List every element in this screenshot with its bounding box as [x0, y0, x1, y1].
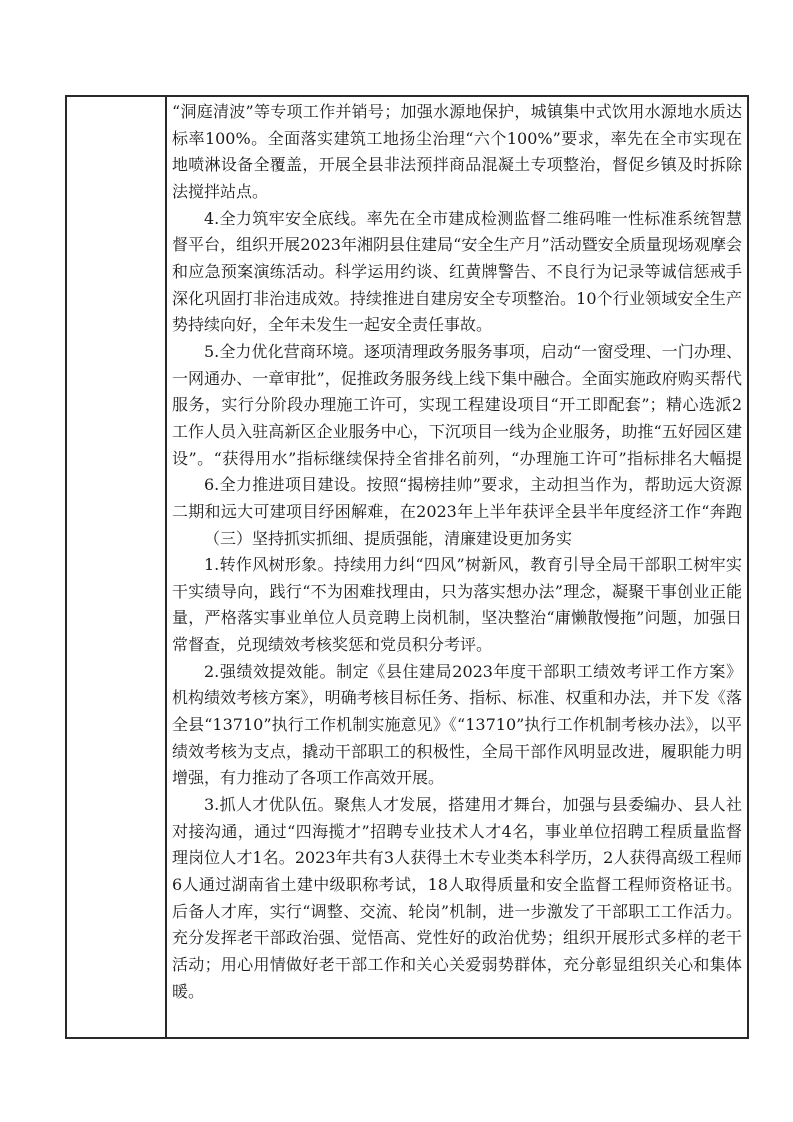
paragraph-project-construction	[172, 472, 742, 525]
section-heading	[172, 526, 742, 553]
table-label-cell	[67, 97, 164, 1036]
text-line: 常督查，兑现绩效考核奖惩和党员积分考评。	[172, 635, 493, 655]
paragraph-business-environment	[172, 339, 742, 472]
text-line: 二期和远大可建项目纾困解难，在2023年上半年获评全县半年度经济工作“奔跑	[172, 501, 742, 521]
paragraph-talent	[172, 792, 742, 1005]
paragraph-work-style	[172, 552, 742, 659]
paragraph-performance	[172, 659, 742, 792]
text-line: 工作人员入驻高新区企业服务中心，下沉项目一线为企业服务，助推“五好园区建	[172, 421, 742, 441]
table-column-divider	[165, 95, 167, 1038]
text-line: 4.全力筑牢安全底线。率先在全市建成检测监督二维码唯一性标准系统智慧	[204, 208, 742, 228]
paragraph-water-source	[172, 99, 742, 206]
text-line: 一网通办、一章审批”，促推政务服务线上线下集中融合。全面实施政府购买帮代	[172, 368, 742, 388]
text-line: 势持续向好，全年未发生一起安全责任事故。	[172, 315, 493, 335]
table-bottom-border	[65, 1037, 749, 1039]
text-line: 地喷淋设备全覆盖，开展全县非法预拌商品混凝土专项整治，督促乡镇及时拆除	[172, 155, 742, 175]
text-line: 1.转作风树形象。持续用力纠“四风”树新风，教育引导全局干部职工树牢实	[204, 555, 742, 575]
text-line: 服务，实行分阶段办理施工许可，实现工程建设项目“开工即配套”；精心选派2	[172, 395, 742, 415]
text-line: 对接沟通，通过“四海揽才”招聘专业技术人才4名，事业单位招聘工程质量监督	[172, 821, 742, 841]
text-line: 法搅拌站点。	[172, 181, 269, 201]
text-line: 后备人才库，实行“调整、交流、轮岗”机制，进一步激发了干部职工工作活力。	[172, 901, 742, 921]
text-line: 量，严格落实事业单位人员竞聘上岗机制，坚决整治“庸懒散慢拖”问题，加强日	[172, 608, 742, 628]
text-line: 理岗位人才1名。2023年共有3人获得土木专业类本科学历，2人获得高级工程师	[172, 848, 742, 868]
text-line: 5.全力优化营商环境。逐项清理政务服务事项，启动“一窗受理、一门办理、	[204, 341, 742, 361]
text-line: 干实绩导向，践行“不为困难找理由，只为落实想办法”理念，凝聚干事创业正能	[172, 581, 742, 601]
text-line: 充分发挥老干部政治强、觉悟高、党性好的政治优势；组织开展形式多样的老干	[172, 928, 742, 948]
table-content-cell	[172, 99, 742, 1005]
text-line: 6.全力推进项目建设。按照“揭榜挂帅”要求，主动担当作为，帮助远大资源	[204, 475, 742, 495]
text-line: 活动；用心用情做好老干部工作和关心关爱弱势群体，充分彰显组织关心和集体	[172, 955, 742, 974]
text-line: 设”。“获得用水”指标继续保持全省排名前列，“办理施工许可”指标排名大幅提	[172, 448, 742, 468]
heading-line: （三）坚持抓实抓细、提质强能，清廉建设更加务实	[204, 528, 573, 548]
text-line: 2.强绩效提效能。制定《县住建局2023年度干部职工绩效考评工作方案》	[204, 661, 742, 681]
table-right-border	[747, 95, 749, 1038]
text-line: 增强，有力推动了各项工作高效开展。	[172, 768, 445, 788]
text-line: 机构绩效考核方案》，明确考核目标任务、指标、标准、权重和办法，并下发《落	[172, 688, 742, 708]
text-line: 绩效考核为支点，撬动干部职工的积极性，全局干部作风明显改进，履职能力明	[172, 741, 742, 761]
paragraph-safety	[172, 206, 742, 339]
text-line: 全县“13710”执行工作机制实施意见》《“13710”执行工作机制考核办法》，以平	[172, 715, 742, 735]
text-line: 3.抓人才优队伍。聚焦人才发展，搭建用才舞台，加强与县委编办、县人社	[204, 795, 742, 815]
text-line: 和应急预案演练活动。科学运用约谈、红黄牌警告、不良行为记录等诚信惩戒手	[172, 261, 742, 281]
text-line: 6人通过湖南省土建中级职称考试，18人取得质量和安全监督工程师资格证书。	[172, 875, 742, 895]
text-line: 暖。	[172, 981, 205, 1001]
text-line: “洞庭清波”等专项工作并销号；加强水源地保护，城镇集中式饮用水源地水质达	[172, 102, 742, 121]
text-line: 标率100%。全面落实建筑工地扬尘治理“六个100%”要求，率先在全市实现在	[172, 128, 742, 148]
table-top-border	[65, 95, 749, 97]
text-line: 深化巩固打非治违成效。持续推进自建房安全专项整治。10个行业领域安全生产	[172, 288, 742, 308]
text-line: 督平台，组织开展2023年湘阴县住建局“安全生产月”活动暨安全质量现场观摩会	[172, 235, 742, 255]
